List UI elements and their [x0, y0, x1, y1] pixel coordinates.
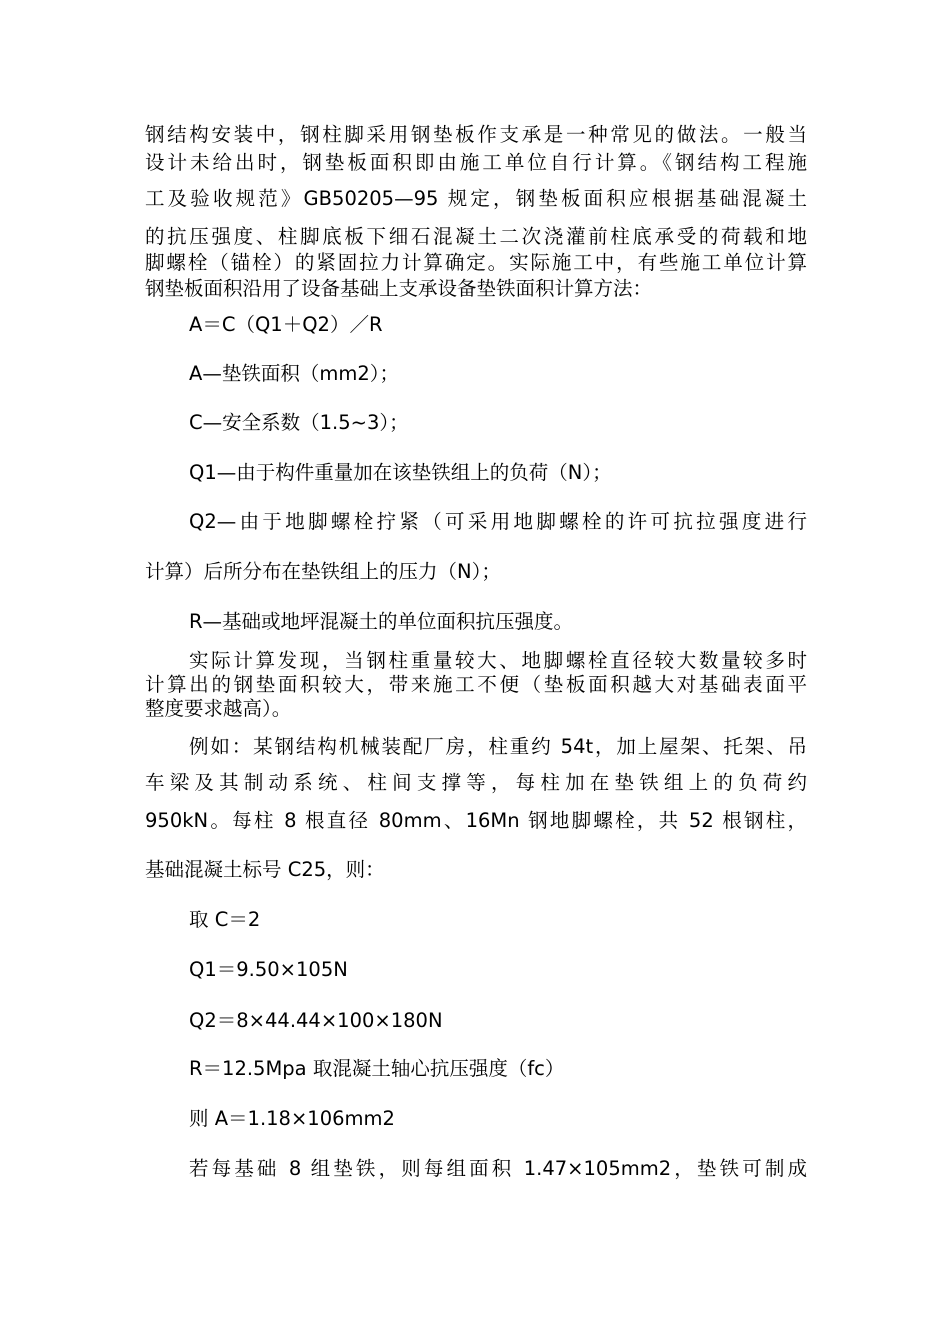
calculation-line: Q1＝9.50×105N: [189, 958, 348, 981]
definition-line: R—基础或地坪混凝土的单位面积抗压强度。: [189, 610, 574, 633]
definition-line: Q1—由于构件重量加在该垫铁组上的负荷（N）；: [189, 461, 612, 484]
calculation-line: 取 C＝2: [189, 908, 261, 931]
definition-line: 计算）后所分布在垫铁组上的压力（N）；: [145, 560, 501, 583]
paragraph-line: 基础混凝土标号 C25，则：: [145, 858, 385, 881]
paragraph-line: 若每基础 8 组垫铁，则每组面积 1.47×105mm2，垫铁可制成: [189, 1157, 807, 1180]
paragraph-line: 的抗压强度、柱脚底板下细石混凝土二次浇灌前柱底承受的荷载和地: [145, 225, 807, 248]
definition-line: Q2—由于地脚螺栓拧紧（可采用地脚螺栓的许可抗拉强度进行: [189, 510, 807, 533]
formula-line: A＝C（Q1＋Q2）／R: [189, 313, 383, 336]
definition-line: A—垫铁面积（mm2）；: [189, 362, 399, 385]
paragraph-line: 计算出的钢垫面积较大，带来施工不便（垫板面积越大对基础表面平: [145, 673, 807, 696]
calculation-line: Q2＝8×44.44×100×180N: [189, 1009, 443, 1032]
paragraph-line: 例如：某钢结构机械装配厂房，柱重约 54t，加上屋架、托架、吊: [189, 735, 807, 758]
paragraph-line: 车梁及其制动系统、柱间支撑等，每柱加在垫铁组上的负荷约: [145, 771, 807, 794]
paragraph-line: 工及验收规范》GB50205—95 规定，钢垫板面积应根据基础混凝土: [145, 187, 807, 210]
paragraph-line: 实际计算发现，当钢柱重量较大、地脚螺栓直径较大数量较多时: [189, 649, 807, 672]
paragraph-line: 设计未给出时，钢垫板面积即由施工单位自行计算。《钢结构工程施: [145, 151, 807, 174]
calculation-line: R＝12.5Mpa 取混凝土轴心抗压强度（fc）: [189, 1057, 565, 1080]
paragraph-line: 整度要求越高）。: [145, 697, 292, 720]
calculation-line: 则 A＝1.18×106mm2: [189, 1107, 395, 1130]
paragraph-line: 钢垫板面积沿用了设备基础上支承设备垫铁面积计算方法：: [145, 277, 653, 300]
paragraph-line: 脚螺栓（锚栓）的紧固拉力计算确定。实际施工中，有些施工单位计算: [145, 251, 807, 274]
definition-line: C—安全系数（1.5~3）；: [189, 411, 409, 434]
paragraph-line: 钢结构安装中，钢柱脚采用钢垫板作支承是一种常见的做法。一般当: [145, 123, 807, 146]
paragraph-line: 950kN。每柱 8 根直径 80mm、16Mn 钢地脚螺栓，共 52 根钢柱，: [145, 809, 807, 832]
